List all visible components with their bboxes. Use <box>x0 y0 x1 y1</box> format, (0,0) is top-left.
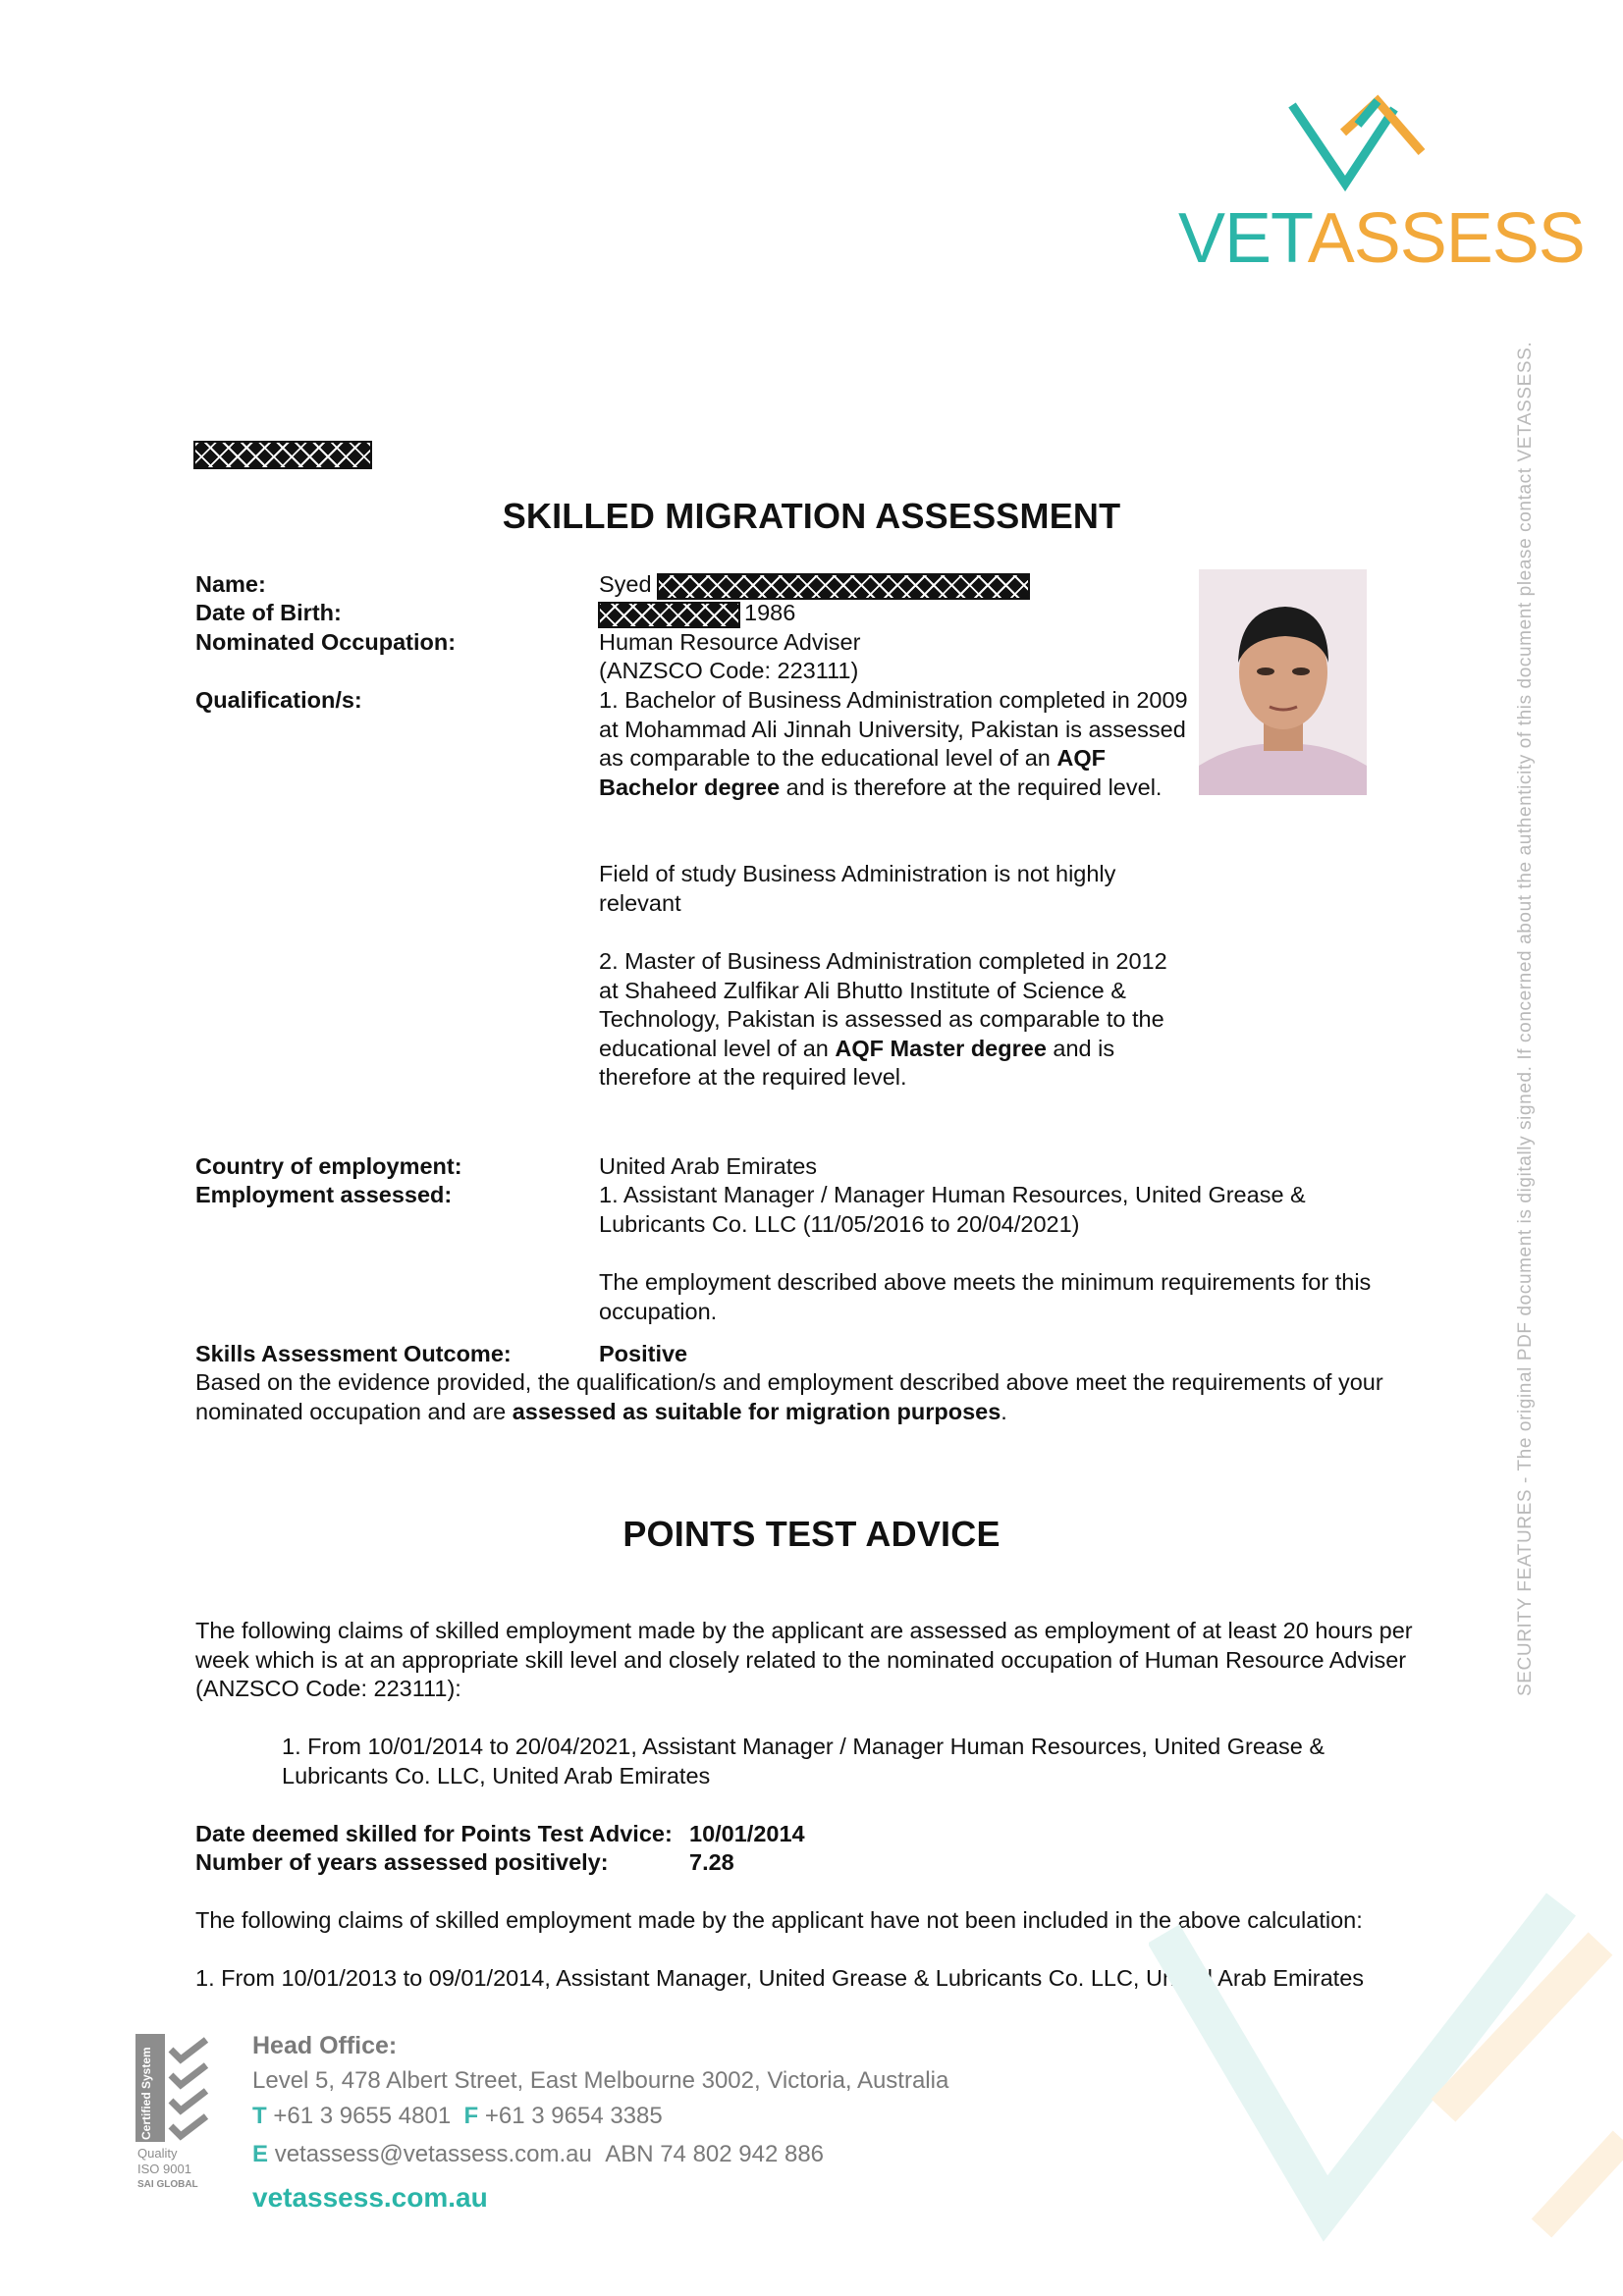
points-date-value: 10/01/2014 <box>689 1821 805 1846</box>
redacted-dob <box>598 602 740 628</box>
cert-iso: ISO 9001 <box>137 2162 191 2176</box>
head-office-address: Level 5, 478 Albert Street, East Melbourne 3002, Victoria, Australia <box>252 2067 949 2094</box>
outcome-value: Positive <box>599 1341 688 1366</box>
vetassess-logo <box>1178 93 1585 280</box>
security-features-note: SECURITY FEATURES - The original PDF document is digitally signed. If concerned about the authenticity of this document please contact VETASSESS. <box>1515 341 1536 1696</box>
abn: ABN 74 802 942 886 <box>605 2141 825 2167</box>
points-years-label: Number of years assessed positively: <box>195 1849 609 1875</box>
head-office-label: Head Office: <box>252 2032 398 2059</box>
points-test-title: POINTS TEST ADVICE <box>622 1514 1001 1554</box>
watermark-chevron-icon <box>1149 1875 1623 2296</box>
logo-text-vet: VET <box>1178 199 1308 278</box>
fax-number: +61 3 9654 3385 <box>484 2103 663 2129</box>
logo-mark-icon <box>1284 93 1432 201</box>
employment-requirement-note: The employment described above meets the minimum requirements for this occupation. <box>599 1269 1372 1324</box>
checkmarks-icon <box>167 2036 212 2142</box>
phone-number: +61 3 9655 4801 <box>273 2103 452 2129</box>
redacted-name <box>657 573 1030 600</box>
footer-contact <box>252 2028 1136 2216</box>
iso-certification-badge <box>135 2034 214 2201</box>
qualification-1-field-note: Field of study Business Administration is not highly relevant <box>599 861 1116 916</box>
cert-quality: Quality <box>137 2146 178 2161</box>
qualification-1: 1. Bachelor of Business Administration completed in 2009 at Mohammad Ali Jinnah University, Pakistan is assessed as comparable to the educational level of an AQF Bachelor degree and is therefore at the required level. <box>599 687 1188 800</box>
dob-value: 1986 <box>744 600 796 625</box>
cert-sai: SAI GLOBAL <box>137 2179 198 2190</box>
page-title: SKILLED MIGRATION ASSESSMENT <box>502 496 1121 536</box>
applicant-photo <box>1199 569 1367 795</box>
country-label: Country of employment: <box>195 1153 462 1179</box>
qualification-2: 2. Master of Business Administration completed in 2012 at Shaheed Zulfikar Ali Bhutto Institute of Science & Technology, Pakistan is assessed as comparable to the educational level of an AQF Master degree and is therefore at the required level. <box>599 948 1167 1090</box>
redacted-reference <box>193 441 372 469</box>
name-value: Syed <box>599 571 652 597</box>
occupation-label: Nominated Occupation: <box>195 629 457 655</box>
cert-vertical-text: Certified System <box>139 2047 153 2140</box>
points-intro: The following claims of skilled employment made by the applicant are assessed as employment of at least 20 hours per week which is at an appropriate skill level and closely related to the nominated occupation of Human Resource Adviser (ANZSCO Code: 223111): <box>195 1618 1413 1701</box>
email-abn-line: E vetassess@vetassess.com.au ABN 74 802 942 886 <box>252 2141 825 2167</box>
points-excluded-intro: The following claims of skilled employment made by the applicant have not been included in the above calculation: <box>195 1907 1363 1933</box>
employment-assessed-value: 1. Assistant Manager / Manager Human Resources, United Grease & Lubricants Co. LLC (11/05/2016 to 20/04/2021) <box>599 1182 1306 1237</box>
points-date-label: Date deemed skilled for Points Test Advice: <box>195 1821 673 1846</box>
qualifications-label: Qualification/s: <box>195 687 362 713</box>
phone-fax-line: T +61 3 9655 4801 F +61 3 9654 3385 <box>252 2103 663 2129</box>
employment-assessed-label: Employment assessed: <box>195 1182 453 1207</box>
name-label: Name: <box>195 571 266 597</box>
applicant-portrait-icon <box>1199 569 1367 795</box>
occupation-value: Human Resource Adviser <box>599 629 861 655</box>
logo-text-assess: ASSESS <box>1307 199 1585 278</box>
points-claim-1: 1. From 10/01/2014 to 20/04/2021, Assistant Manager / Manager Human Resources, United Grease & Lubricants Co. LLC, United Arab Emirates <box>282 1734 1325 1789</box>
occupation-code: (ANZSCO Code: 223111) <box>599 658 859 683</box>
outcome-label: Skills Assessment Outcome: <box>195 1341 512 1366</box>
country-value: United Arab Emirates <box>599 1153 818 1179</box>
outcome-text: Based on the evidence provided, the qualification/s and employment described above meet the requirements of your nominated occupation and are assessed as suitable for migration purposes. <box>195 1369 1383 1424</box>
points-excluded-1: 1. From 10/01/2013 to 09/01/2014, Assistant Manager, United Grease & Lubricants Co. LLC, United Arab Emirates <box>195 1965 1365 1991</box>
website: vetassess.com.au <box>252 2182 488 2213</box>
dob-label: Date of Birth: <box>195 600 342 625</box>
points-years-value: 7.28 <box>689 1849 734 1875</box>
email-address: vetassess@vetassess.com.au <box>274 2141 592 2167</box>
